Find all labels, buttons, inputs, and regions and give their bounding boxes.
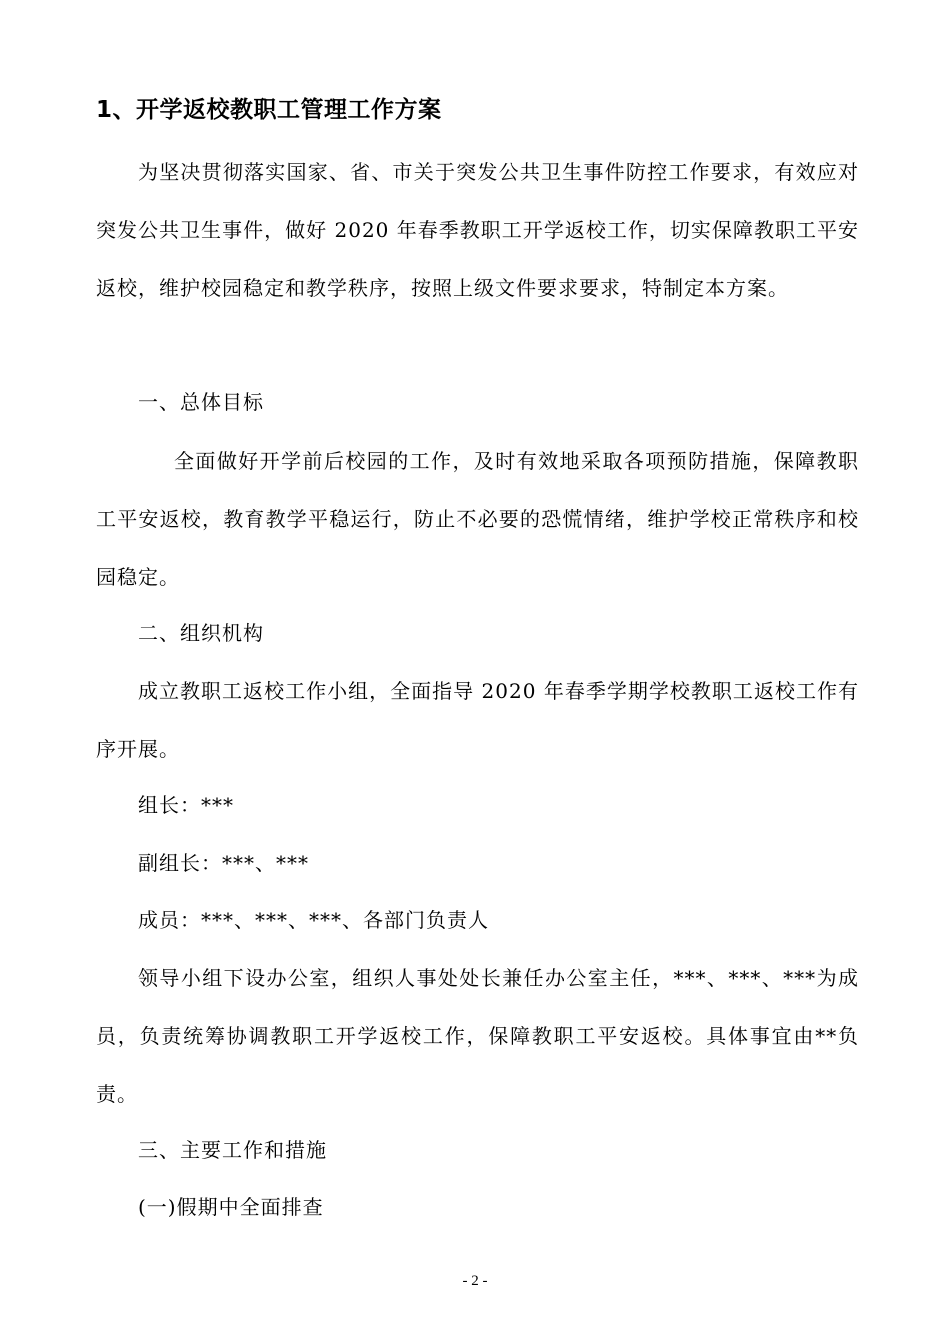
section-heading-measures: 三、主要工作和措施 <box>138 1138 327 1162</box>
subsection-heading-holiday-check: (一)假期中全面排查 <box>138 1195 324 1219</box>
section-heading-organization: 二、组织机构 <box>138 621 264 645</box>
section-heading-goals: 一、总体目标 <box>138 390 264 414</box>
deputy-leader-line: 副组长：***、*** <box>138 851 309 875</box>
goals-paragraph: 全面做好开学前后校园的工作，及时有效地采取各项预防措施，保障教职工平安返校，教育教学平稳运行，防止不必要的恐慌情绪，维护学校正常秩序和校园稳定。 <box>96 449 859 589</box>
members-line: 成员：***、***、***、各部门负责人 <box>138 908 489 932</box>
intro-paragraph: 为坚决贯彻落实国家、省、市关于突发公共卫生事件防控工作要求，有效应对突发公共卫生事件，做好 2020 年春季教职工开学返校工作，切实保障教职工平安返校，维护校园稳定和教学秩序，按照上级文件要求要求，特制定本方案。 <box>96 160 859 300</box>
office-paragraph: 领导小组下设办公室，组织人事处处长兼任办公室主任，***、***、***为成员，负责统筹协调教职工开学返校工作，保障教职工平安返校。具体事宜由**负责。 <box>96 966 859 1106</box>
document-title: 1、开学返校教职工管理工作方案 <box>96 97 442 123</box>
organization-paragraph: 成立教职工返校工作小组，全面指导 2020 年春季学期学校教职工返校工作有序开展。 <box>96 679 859 761</box>
page-number: - 2 - <box>462 1273 488 1289</box>
group-leader-line: 组长：*** <box>138 793 234 817</box>
